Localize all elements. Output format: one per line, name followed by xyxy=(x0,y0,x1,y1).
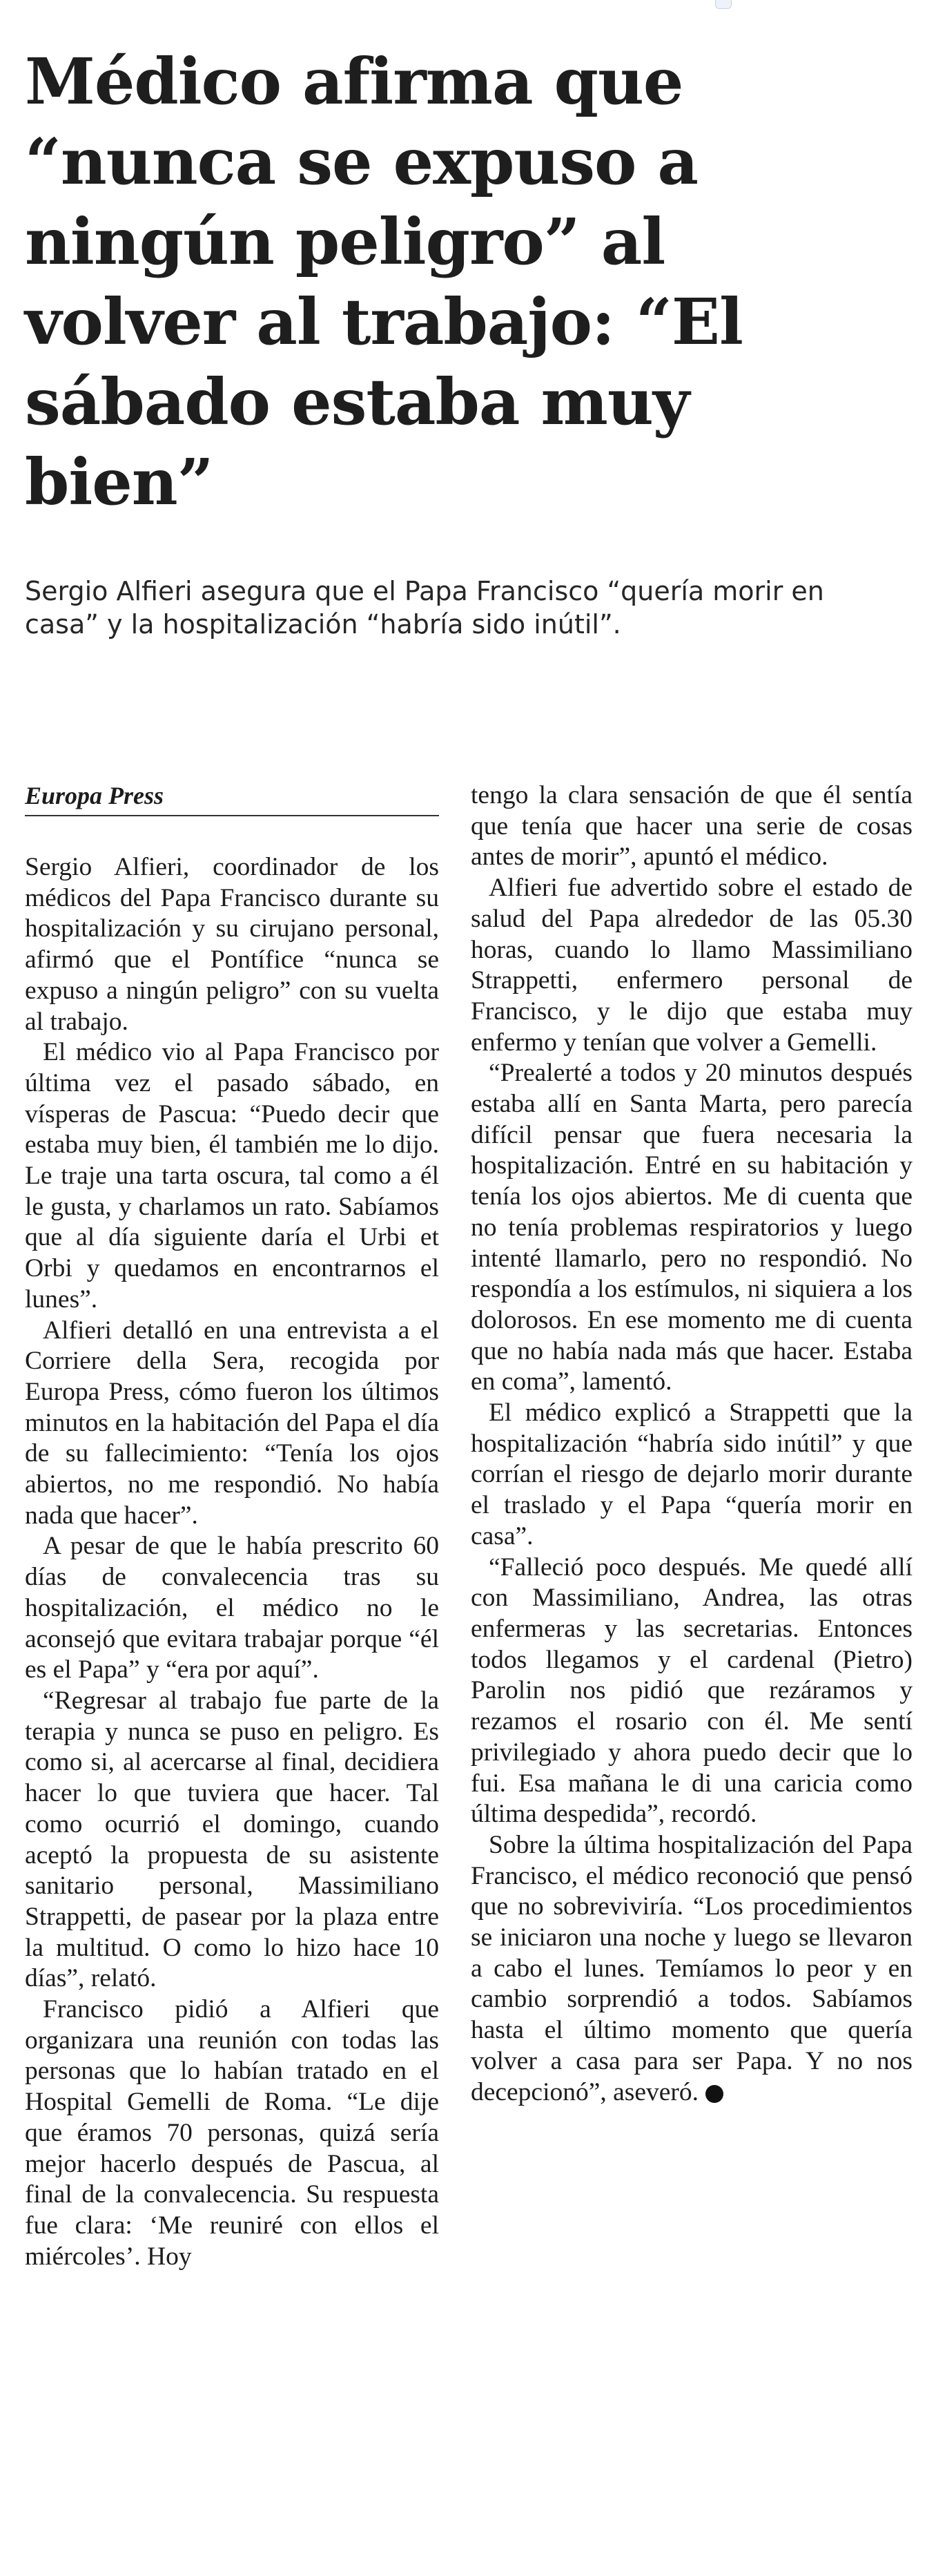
right-column xyxy=(471,780,913,2108)
byline: Europa Press xyxy=(25,780,439,816)
paragraph: Alfieri fue advertido sobre el estado de salud del Papa alrededor de las 05.30 horas, cuando lo llamo Massimiliano Strappetti, enfermero personal de Francisco, y le dijo que estaba muy enfermo y tenían que volver a Gemelli. xyxy=(471,874,913,1057)
paragraph: tengo la clara sensación de que él sentía que tenía que hacer una serie de cosas antes de morir”, apuntó el médico. xyxy=(471,781,913,872)
article-headline: Médico afirma que “nunca se expuso a ningún peligro” al volver al trabajo: “El sábado estaba muy bien” xyxy=(25,44,743,519)
paragraph: “Falleció poco después. Me quedé allí con Massimiliano, Andrea, las otras enfermeras y las secretarias. Entonces todos llegamos y el cardenal (Pietro) Parolin nos pidió que rezáramos y rezamos el rosario con él. Me sentí privilegiado y ahora puedo decir que lo fui. Esa mañana le di una caricia como última despedida”, recordó. xyxy=(471,1553,913,1829)
paragraph: Francisco pidió a Alfieri que organizara una reunión con todas las personas que lo habían tratado en el Hospital Gemelli de Roma. “Le dije que éramos 70 personas, quizá sería mejor hacerlo después de Pascua, al final de la convalecencia. Su respuesta fue clara: ‘Me reuniré con ellos el miércoles’. Hoy xyxy=(25,1995,439,2271)
scroll-indicator-icon xyxy=(715,0,732,9)
paragraph: A pesar de que le había prescrito 60 días de convalecencia tras su hospitalización, el médico no le aconsejó que evitara trabajar porque “él es el Papa” y “era por aquí”. xyxy=(25,1532,439,1684)
article-subhead: Sergio Alfieri asegura que el Papa Francisco “quería morir en casa” y la hospitalización “habría sido inútil”. xyxy=(25,576,824,640)
end-of-article-dot-icon xyxy=(705,2085,723,2103)
paragraph: “Prealerté a todos y 20 minutos después estaba allí en Santa Marta, pero parecía difícil pensar que fuera necesaria la hospitalización. Entré en su habitación y tenía los ojos abiertos. Me di cuenta que no tenía problemas respiratorios y luego intenté llamarlo, pero no respondió. No respondía a los estímulos, ni siquiera a los dolorosos. En ese momento me di cuenta que no había nada más que hacer. Estaba en coma”, lamentó. xyxy=(471,1059,913,1396)
paragraph: El médico vio al Papa Francisco por última vez el pasado sábado, en vísperas de Pascua: “Puedo decir que estaba muy bien, él también me lo dijo. Le traje una tarta oscura, tal como a él le gusta, y charlamos un rato. Sabíamos que al día siguiente daría el Urbi et Orbi y quedamos en encontrarnos el lunes”. xyxy=(25,1038,439,1314)
paragraph-text: Sobre la última hospitalización del Papa Francisco, el médico reconoció que pensó que no sobreviviría. “Los procedimientos se iniciaron una noche y luego se llevaron a cabo el lunes. Temíamos lo peor y en cambio sorprendió a todos. Sabíamos hasta el último momento que quería volver a casa para ser Papa. Y no nos decepcionó”, aseveró. xyxy=(471,1830,913,2106)
last-paragraph xyxy=(471,1830,913,2108)
paragraph: “Regresar al trabajo fue parte de la terapia y nunca se puso en peligro. Es como si, al acercarse al final, decidiera hacer lo que tuviera que hacer. Tal como ocurrió el domingo, cuando aceptó la propuesta de su asistente sanitario personal, Massimiliano Strappetti, de pasear por la plaza entre la multitud. O como lo hizo hace 10 días”, relató. xyxy=(25,1686,439,1993)
left-column xyxy=(25,780,439,2272)
paragraph: El médico explicó a Strappetti que la hospitalización “habría sido inútil” y que corrían el riesgo de dejarlo morir durante el traslado y el Papa “quería morir en casa”. xyxy=(471,1398,913,1550)
paragraph: Sergio Alfieri, coordinador de los médicos del Papa Francisco durante su hospitalización y su cirujano personal, afirmó que el Pontífice “nunca se expuso a ningún peligro” con su vuelta al trabajo. xyxy=(25,853,439,1036)
paragraph: Alfieri detalló en una entrevista a el Corriere della Sera, recogida por Europa Press, cómo fueron los últimos minutos en la habitación del Papa el día de su fallecimiento: “Tenía los ojos abiertos, no me respondió. No había nada que hacer”. xyxy=(25,1316,439,1530)
